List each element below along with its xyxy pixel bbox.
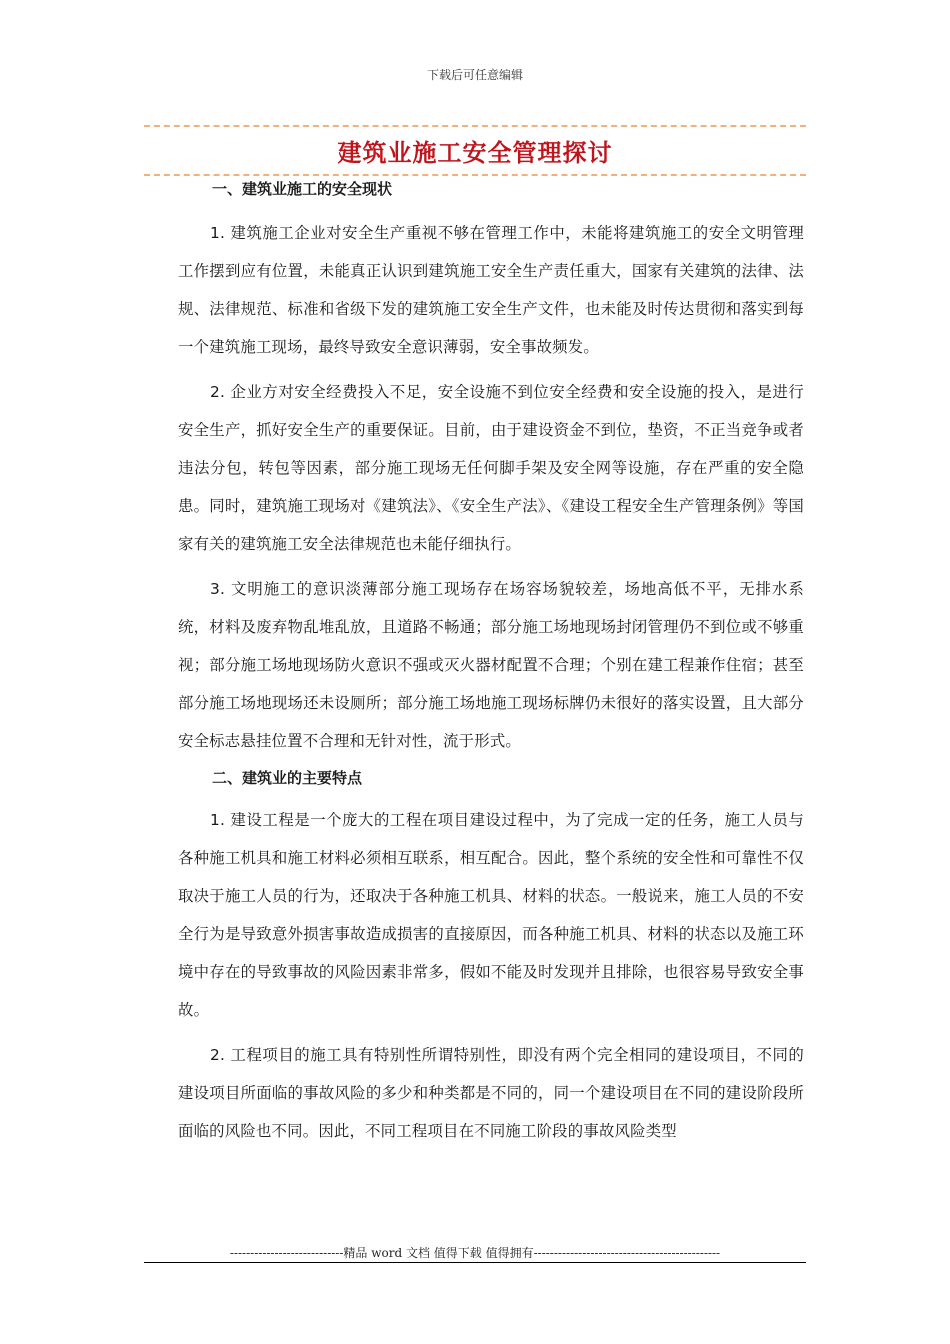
title-bottom-divider [144,174,806,176]
document-body [178,178,804,1157]
paragraph-number: 2. [210,383,226,401]
paragraph-text: 建筑施工企业对安全生产重视不够在管理工作中，未能将建筑施工的安全文明管理工作摆到应有位置，未能真正认识到建筑施工安全生产责任重大，国家有关建筑的法律、法规、法律规范、标准和省级下发的建筑施工安全生产文件，也未能及时传达贯彻和落实到每一个建筑施工现场，最终导致安全意识薄弱，安全事故频发。 [178,224,804,356]
footer-text: ----------------------------精品 word 文档 值得下载 值得拥有---------------------------------------------- [229,1246,721,1260]
paragraph-number: 1. [210,811,226,829]
document-title: 建筑业施工安全管理探讨 [337,138,613,167]
paragraph-text: 企业方对安全经费投入不足，安全设施不到位安全经费和安全设施的投入，是进行安全生产，抓好安全生产的重要保证。目前，由于建设资金不到位，垫资，不正当竞争或者违法分包，转包等因素，部分施工现场无任何脚手架及安全网等设施，存在严重的安全隐患。同时，建筑施工现场对《建筑法》、《安全生产法》、《建设工程安全生产管理条例》等国家有关的建筑施工安全法律规范也未能仔细执行。 [178,383,804,553]
paragraph-number: 2. [210,1046,226,1064]
paragraph [178,214,804,366]
section-heading: 一、建筑业施工的安全现状 [212,180,393,198]
paragraph [178,373,804,563]
section-heading: 二、建筑业的主要特点 [212,769,363,787]
paragraph [178,1036,804,1150]
paragraph [178,570,804,760]
title-top-divider [144,125,806,127]
paragraph-text: 工程项目的施工具有特别性所谓特别性，即没有两个完全相同的建设项目，不同的建设项目所面临的事故风险的多少和种类都是不同的，同一个建设项目在不同的建设阶段所面临的风险也不同。因此，不同工程项目在不同施工阶段的事故风险类型 [178,1046,804,1140]
footer-rule [144,1262,806,1263]
paragraph-text: 建设工程是一个庞大的工程在项目建设过程中，为了完成一定的任务，施工人员与各种施工机具和施工材料必须相互联系，相互配合。因此，整个系统的安全性和可靠性不仅取决于施工人员的行为，还取决于各种施工机具、材料的状态。一般说来，施工人员的不安全行为是导致意外损害事故造成损害的直接原因，而各种施工机具、材料的状态以及施工环境中存在的导致事故的风险因素非常多，假如不能及时发现并且排除，也很容易导致安全事故。 [178,811,804,1019]
header-note: 下载后可任意编辑 [426,68,523,82]
paragraph-text: 文明施工的意识淡薄部分施工现场存在场容场貌较差，场地高低不平，无排水系统，材料及废弃物乱堆乱放，且道路不畅通；部分施工场地现场封闭管理仍不到位或不够重视；部分施工场地现场防火意识不强或灭火器材配置不合理；个别在建工程兼作住宿；甚至部分施工场地现场还未设厕所；部分施工场地施工现场标牌仍未很好的落实设置，且大部分安全标志悬挂位置不合理和无针对性，流于形式。 [178,580,804,750]
paragraph-number: 1. [210,224,226,242]
paragraph [178,801,804,1029]
paragraph-number: 3. [210,580,226,598]
